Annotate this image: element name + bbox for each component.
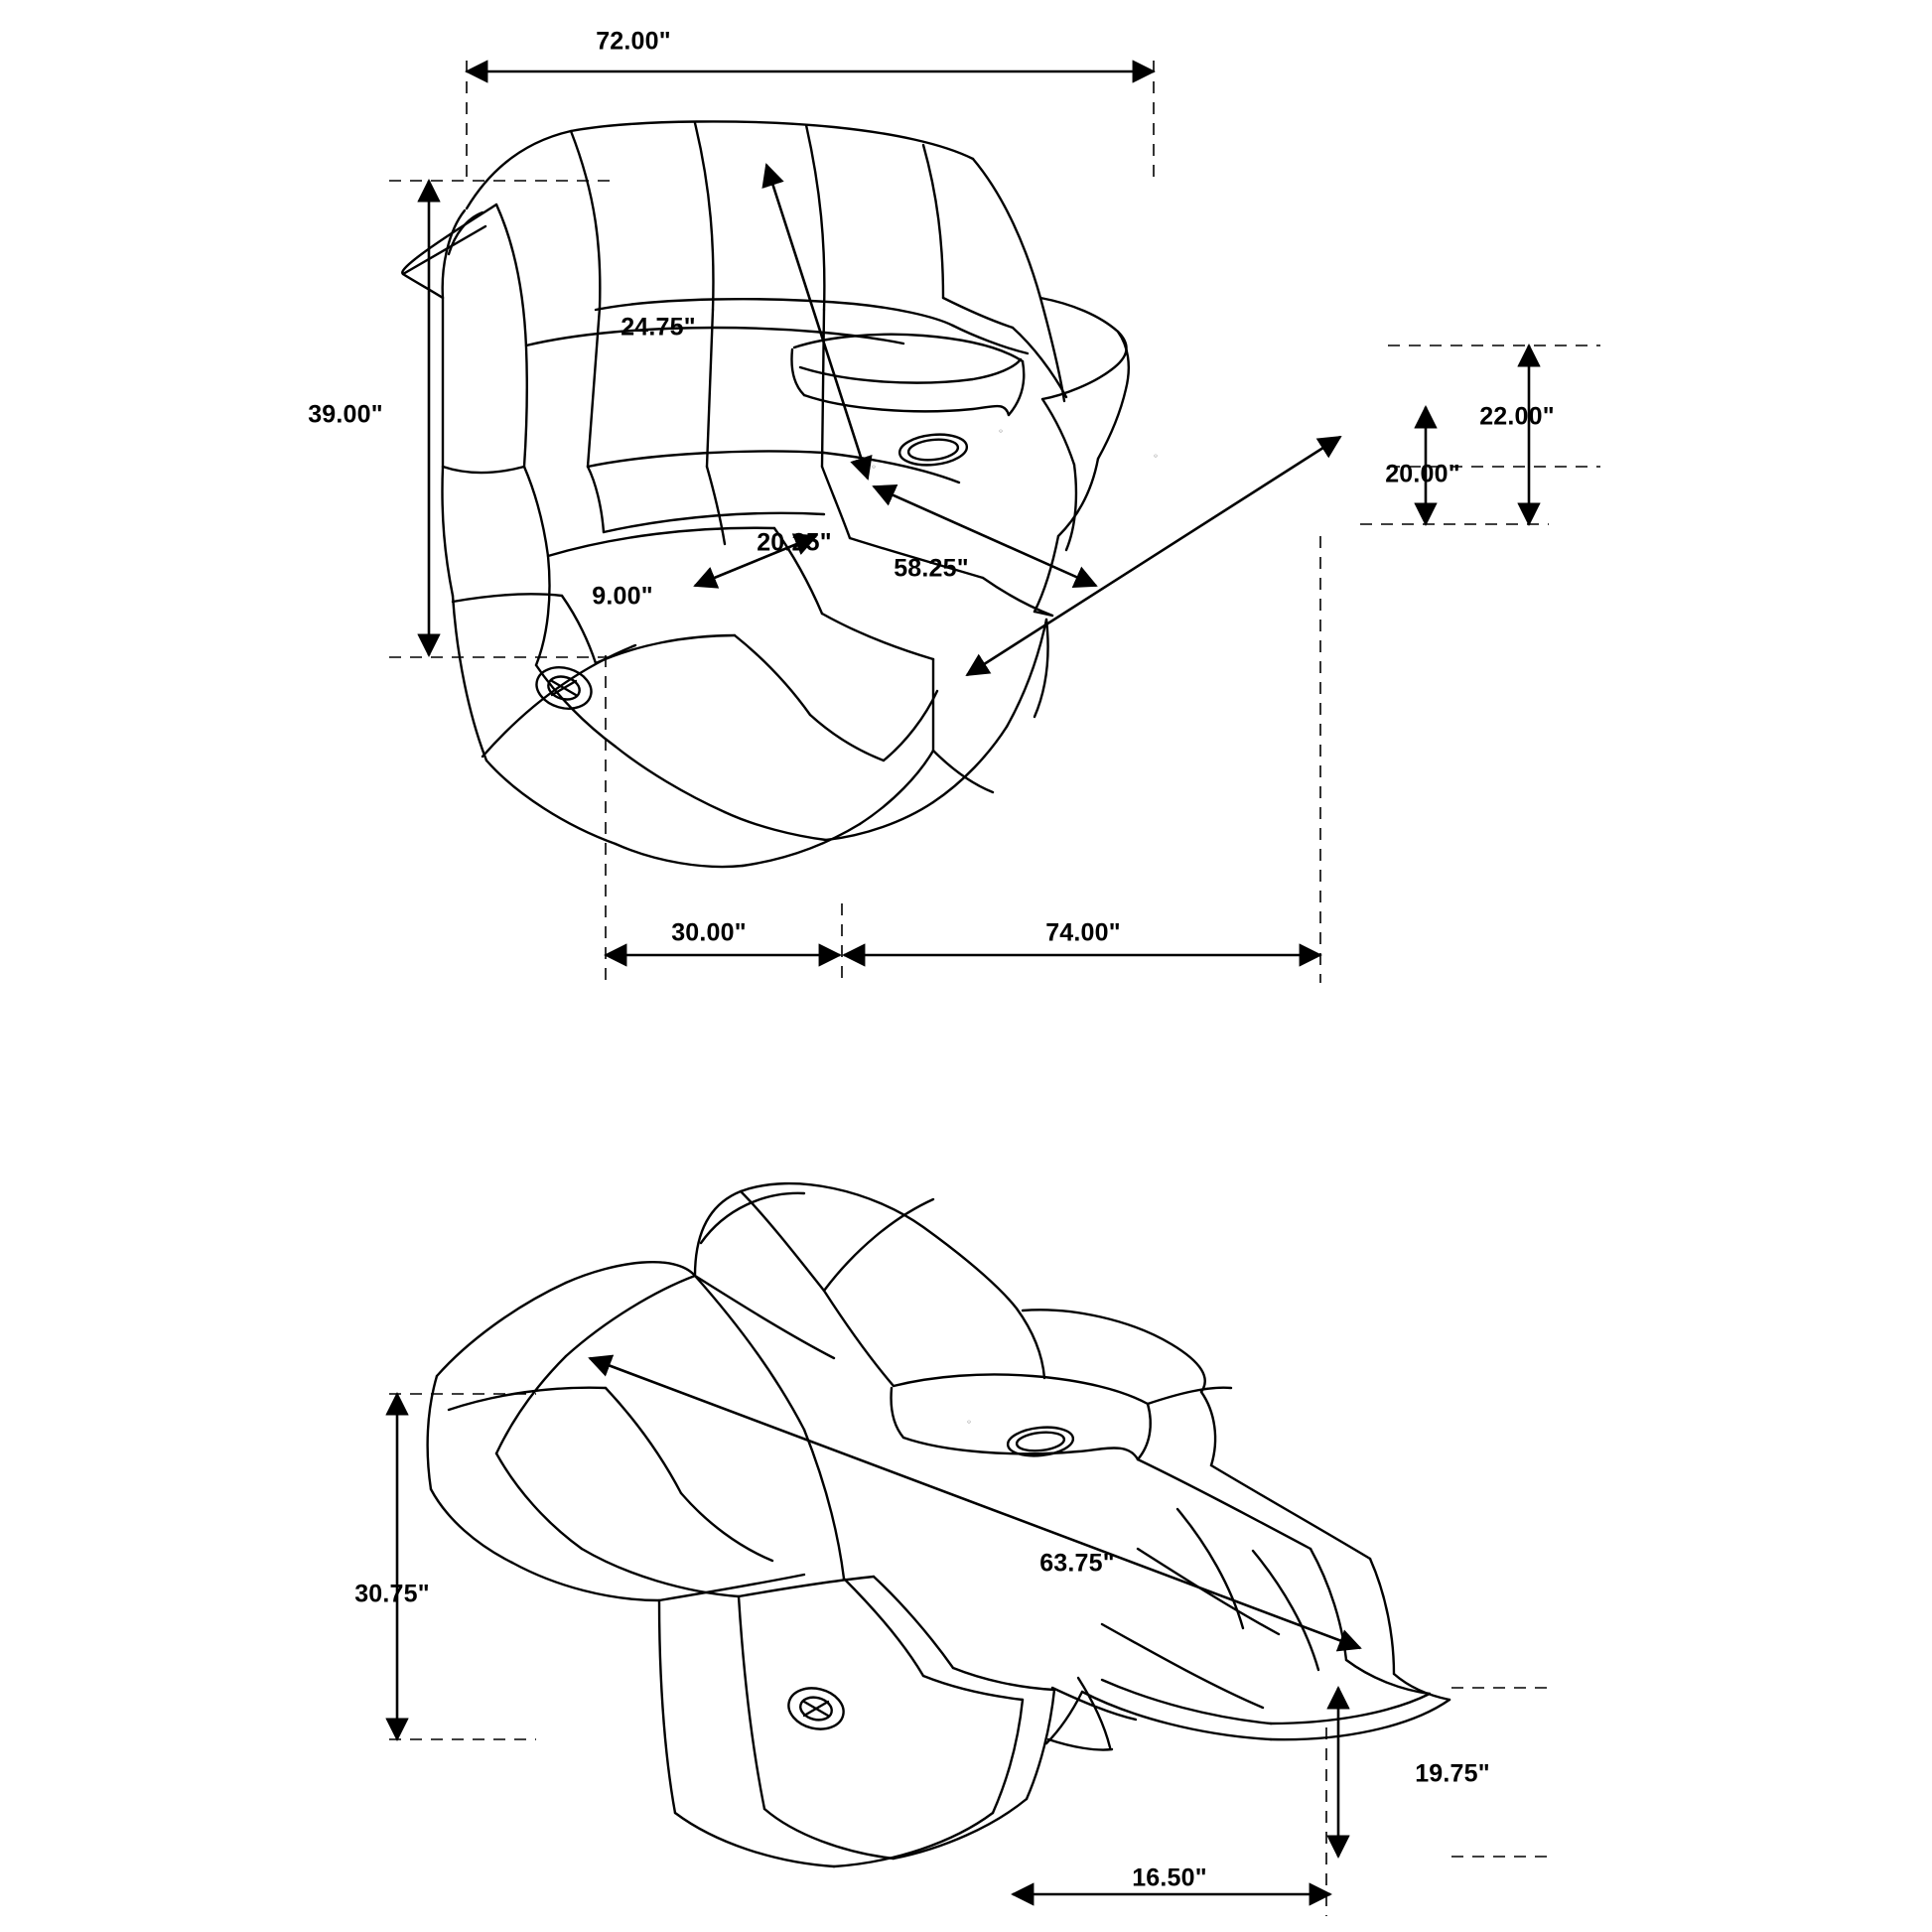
dimension-label-seat-height: 20.00" (1385, 460, 1460, 488)
dimension-label-reclined-height: 30.75" (354, 1580, 430, 1608)
reclined-sofa-outline (428, 1183, 1449, 1866)
dimension-label-seat-depth: 20.25" (757, 528, 832, 557)
dimension-label-seat-width: 58.25" (894, 554, 969, 583)
dimension-label-overall-width-top: 72.00" (596, 27, 671, 56)
dimension-label-arm-height: 22.00" (1479, 402, 1555, 431)
upright-sofa-outline (402, 121, 1156, 867)
dimension-label-overall-height: 39.00" (308, 400, 383, 429)
dimension-label-footrest-extension: 16.50" (1132, 1863, 1207, 1892)
dimension-label-footrest-height: 19.75" (1415, 1759, 1490, 1788)
dimension-label-back-height: 24.75" (621, 313, 696, 342)
dimension-label-footprint-depth: 30.00" (671, 918, 747, 947)
dimension-label-footprint-width: 74.00" (1045, 918, 1121, 947)
dimension-lines (397, 71, 1529, 1894)
dimension-label-reclined-length: 63.75" (1039, 1549, 1115, 1578)
dimension-label-arm-width: 9.00" (592, 582, 653, 611)
